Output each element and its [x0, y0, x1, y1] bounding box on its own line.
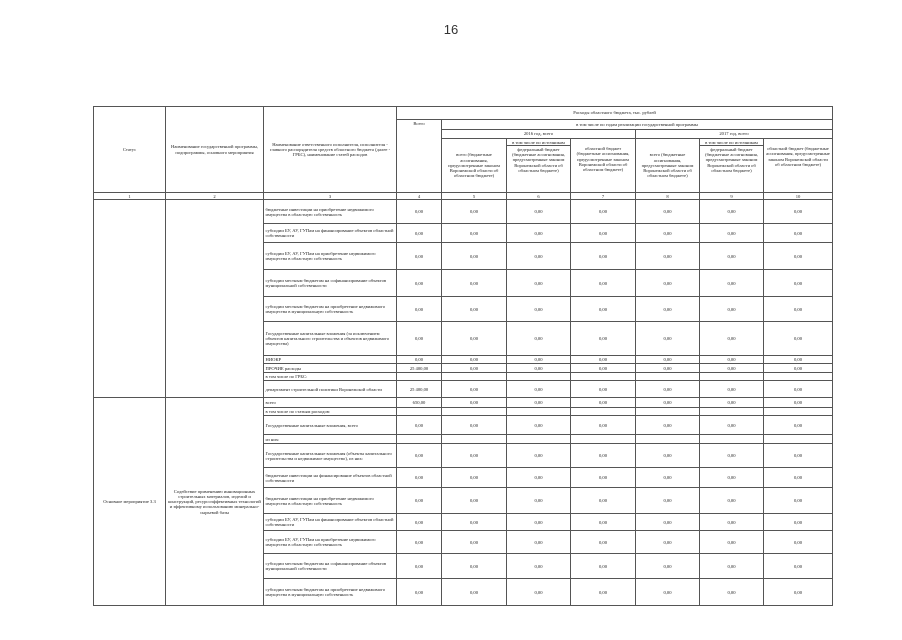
value-cell: 0,00	[507, 468, 571, 488]
header-year-2017: 2017 год, всего	[636, 130, 833, 139]
value-cell: 0,00	[700, 224, 764, 243]
value-cell	[442, 408, 507, 416]
value-cell: 0,00	[636, 200, 700, 224]
value-cell: 0,00	[764, 579, 833, 606]
value-cell	[442, 435, 507, 444]
value-cell: 0,00	[397, 270, 442, 297]
value-cell: 0,00	[507, 554, 571, 579]
expense-item-name: в том числе по статьям расходов:	[264, 408, 397, 416]
expense-item-name: субсидии местным бюджетам на софинансирование объектов муниципальной собственности	[264, 270, 397, 297]
value-cell	[636, 408, 700, 416]
value-cell: 0,00	[397, 200, 442, 224]
table-row	[94, 200, 833, 224]
value-cell: 0,00	[571, 468, 636, 488]
header-fed-2017	[700, 139, 764, 193]
value-cell: 0,00	[442, 444, 507, 468]
value-cell: 0,00	[442, 554, 507, 579]
value-cell: 0,00	[442, 322, 507, 356]
value-cell: 0,00	[442, 270, 507, 297]
expense-item-name: ПРОЧИЕ расходы	[264, 364, 397, 373]
expense-item-name: бюджетные инвестиции на приобретение недвижимого имущества в областную собственность	[264, 200, 397, 224]
value-cell: 0,00	[700, 488, 764, 514]
value-cell: 0,00	[397, 297, 442, 322]
value-cell: 0,00	[507, 579, 571, 606]
budget-table	[93, 106, 833, 606]
value-cell	[571, 435, 636, 444]
value-cell	[764, 435, 833, 444]
value-cell	[507, 408, 571, 416]
table-row	[94, 398, 833, 408]
header-executor: Наименование ответственного исполнителя, исполнителя - главного распорядителя средств областного бюджета (далее - ГРБС), наименование статей расходов	[264, 107, 397, 193]
value-cell: 0,00	[507, 243, 571, 270]
value-cell: 0,00	[571, 488, 636, 514]
value-cell: 0,00	[764, 224, 833, 243]
value-cell: 0,00	[700, 444, 764, 468]
value-cell	[571, 373, 636, 381]
value-cell: 0,00	[764, 322, 833, 356]
value-cell: 0,00	[700, 554, 764, 579]
value-cell: 0,00	[442, 243, 507, 270]
value-cell: 25 400,00	[397, 364, 442, 373]
value-cell: 0,00	[442, 579, 507, 606]
value-cell: 0,00	[571, 200, 636, 224]
header-fed-2016-text: федеральный бюджет (бюджетные ассигнования, предусмотренные законом Воронежской области об областном бюджете)	[512, 146, 565, 173]
column-number: 9	[700, 193, 764, 200]
value-cell: 0,00	[397, 444, 442, 468]
value-cell: 0,00	[571, 398, 636, 408]
value-cell: 0,00	[636, 531, 700, 554]
value-cell: 0,00	[397, 243, 442, 270]
value-cell: 0,00	[700, 270, 764, 297]
value-cell: 0,00	[764, 200, 833, 224]
value-cell: 0,00	[507, 297, 571, 322]
value-cell: 0,00	[764, 444, 833, 468]
value-cell: 0,00	[636, 297, 700, 322]
value-cell: 0,00	[636, 488, 700, 514]
expense-item-name: бюджетные инвестиции на приобретение недвижимого имущества в областную собственность	[264, 488, 397, 514]
value-cell: 0,00	[700, 243, 764, 270]
value-cell	[571, 408, 636, 416]
value-cell: 0,00	[571, 444, 636, 468]
value-cell: 0,00	[700, 531, 764, 554]
column-number: 10	[764, 193, 833, 200]
value-cell: 0,00	[507, 200, 571, 224]
value-cell: 0,00	[507, 356, 571, 364]
column-number: 8	[636, 193, 700, 200]
value-cell: 0,00	[764, 531, 833, 554]
expense-item-name: бюджетные инвестиции на финансирование объектов областной собственности	[264, 468, 397, 488]
value-cell: 0,00	[571, 531, 636, 554]
value-cell: 0,00	[507, 514, 571, 531]
value-cell: 0,00	[507, 322, 571, 356]
value-cell: 0,00	[397, 224, 442, 243]
value-cell: 0,00	[507, 488, 571, 514]
value-cell: 0,00	[442, 514, 507, 531]
value-cell: 0,00	[397, 531, 442, 554]
value-cell: 0,00	[571, 554, 636, 579]
header-reg-2017: областной бюджет (бюджетные ассигнования, предусмотренные законом Воронежской области об областном бюджете)	[764, 139, 833, 193]
program-cell-empty	[166, 200, 264, 398]
value-cell: 0,00	[764, 554, 833, 579]
value-cell: 0,00	[700, 356, 764, 364]
expense-item-name: субсидии БУ, АУ, ГУПам на финансирование объектов областной собственности	[264, 224, 397, 243]
value-cell: 0,00	[397, 514, 442, 531]
value-cell	[397, 435, 442, 444]
status-cell-empty	[94, 200, 166, 398]
value-cell: 0,00	[636, 514, 700, 531]
value-cell: 0,00	[636, 444, 700, 468]
column-number: 6	[507, 193, 571, 200]
value-cell	[764, 408, 833, 416]
value-cell: 0,00	[571, 224, 636, 243]
value-cell: 0,00	[507, 398, 571, 408]
value-cell: 0,00	[700, 297, 764, 322]
value-cell	[636, 435, 700, 444]
expense-item-name: всего	[264, 398, 397, 408]
page-number: 16	[443, 22, 459, 37]
value-cell: 0,00	[571, 297, 636, 322]
header-all-2016: всего (бюджетные ассигнования, предусмотренные законом Воронежской области об областном бюджете)	[442, 139, 507, 193]
value-cell: 0,00	[764, 243, 833, 270]
header-expenses: Расходы областного бюджета, тыс. рублей	[397, 107, 833, 120]
value-cell: 0,00	[700, 579, 764, 606]
value-cell: 0,00	[764, 468, 833, 488]
value-cell	[764, 373, 833, 381]
column-number: 2	[166, 193, 264, 200]
expense-item-name: субсидии местным бюджетам на приобретение недвижимого имущества в муниципальную собственность	[264, 297, 397, 322]
value-cell: 0,00	[764, 398, 833, 408]
header-by-years: в том числе по годам реализации государственной программы	[442, 120, 833, 130]
value-cell: 0,00	[764, 297, 833, 322]
expense-item-name: НИОКР	[264, 356, 397, 364]
value-cell: 0,00	[507, 381, 571, 398]
value-cell: 0,00	[636, 554, 700, 579]
value-cell: 0,00	[764, 356, 833, 364]
value-cell: 0,00	[442, 468, 507, 488]
header-sources-2017: в том числе по источникам	[700, 140, 763, 146]
column-number: 4	[397, 193, 442, 200]
value-cell	[507, 435, 571, 444]
value-cell: 0,00	[571, 364, 636, 373]
expense-item-name: Государственные капитальные вложения, всего	[264, 416, 397, 435]
value-cell: 0,00	[397, 579, 442, 606]
value-cell: 0,00	[636, 322, 700, 356]
expense-item-name: департамент строительной политики Воронежской области	[264, 381, 397, 398]
expense-item-name: из них:	[264, 435, 397, 444]
value-cell: 0,00	[636, 381, 700, 398]
expense-item-name: Государственные капитальные вложения (за исключением объектов капитального строительства и объектов недвижимого имущества)	[264, 322, 397, 356]
value-cell: 0,00	[700, 468, 764, 488]
value-cell	[700, 435, 764, 444]
value-cell: 0,00	[442, 488, 507, 514]
value-cell: 0,00	[636, 364, 700, 373]
column-number-row	[94, 193, 833, 200]
expense-item-name: субсидии БУ, АУ, ГУПам на приобретение недвижимого имущества в областную собственность	[264, 243, 397, 270]
value-cell	[397, 373, 442, 381]
value-cell: 0,00	[507, 444, 571, 468]
value-cell: 25 400,00	[397, 381, 442, 398]
value-cell: 0,00	[571, 514, 636, 531]
expense-item-name: субсидии местным бюджетам на приобретение недвижимого имущества в муниципальную собственность	[264, 579, 397, 606]
value-cell: 0,00	[442, 381, 507, 398]
value-cell: 0,00	[764, 270, 833, 297]
value-cell: 0,00	[507, 364, 571, 373]
value-cell: 0,00	[636, 243, 700, 270]
value-cell: 0,00	[571, 356, 636, 364]
value-cell: 0,00	[507, 224, 571, 243]
value-cell: 0,00	[700, 381, 764, 398]
header-program: Наименование государственной программы, подпрограммы, основного мероприятия	[166, 107, 264, 193]
value-cell: 0,00	[571, 416, 636, 435]
value-cell: 0,00	[507, 270, 571, 297]
column-number: 3	[264, 193, 397, 200]
value-cell: 0,00	[442, 224, 507, 243]
value-cell: 0,00	[571, 579, 636, 606]
value-cell: 0,00	[507, 531, 571, 554]
value-cell: 0,00	[636, 398, 700, 408]
header-all-2017: всего (бюджетные ассигнования, предусмотренные законом Воронежской области об областном бюджете)	[636, 139, 700, 193]
value-cell: 0,00	[571, 243, 636, 270]
value-cell	[442, 373, 507, 381]
value-cell: 0,00	[571, 322, 636, 356]
value-cell	[700, 408, 764, 416]
column-number: 1	[94, 193, 166, 200]
value-cell: 0,00	[442, 356, 507, 364]
program-cell: Содействие применению инновационных строительных материалов, изделий и конструкций, ресурсоэффективных технологий и эффективному использованию минерально-сырьевой базы	[166, 398, 264, 606]
header-year-2016: 2016 год, всего	[442, 130, 636, 139]
value-cell: 0,00	[442, 297, 507, 322]
expense-item-name: в том числе по ГРБС:	[264, 373, 397, 381]
header-status: Статус	[94, 107, 166, 193]
header-total: Всего	[397, 120, 442, 193]
value-cell: 0,00	[700, 514, 764, 531]
expense-item-name: субсидии БУ, АУ, ГУПам на приобретение недвижимого имущества в областную собственность	[264, 531, 397, 554]
value-cell: 0,00	[397, 488, 442, 514]
value-cell: 0,00	[442, 200, 507, 224]
column-number: 5	[442, 193, 507, 200]
value-cell	[700, 373, 764, 381]
value-cell: 0,00	[571, 381, 636, 398]
value-cell: 0,00	[764, 364, 833, 373]
value-cell: 0,00	[397, 416, 442, 435]
column-number: 7	[571, 193, 636, 200]
value-cell: 0,00	[764, 514, 833, 531]
value-cell: 0,00	[700, 322, 764, 356]
expense-item-name: Государственные капитальные вложения (объекты капитального строительства и недвижимое имущество), из них:	[264, 444, 397, 468]
value-cell: 0,00	[397, 468, 442, 488]
value-cell: 0,00	[442, 416, 507, 435]
value-cell: 0,00	[397, 322, 442, 356]
value-cell: 0,00	[700, 398, 764, 408]
value-cell: 0,00	[700, 364, 764, 373]
value-cell: 0,00	[700, 416, 764, 435]
header-reg-2016: областной бюджет (бюджетные ассигнования, предусмотренные законом Воронежской области об областном бюджете)	[571, 139, 636, 193]
expense-item-name: субсидии местным бюджетам на софинансирование объектов муниципальной собственности	[264, 554, 397, 579]
value-cell: 0,00	[442, 398, 507, 408]
value-cell	[397, 408, 442, 416]
value-cell: 0,00	[397, 554, 442, 579]
header-sources-2016: в том числе по источникам	[507, 140, 570, 146]
value-cell: 0,00	[636, 468, 700, 488]
value-cell: 0,00	[636, 579, 700, 606]
value-cell: 0,00	[507, 416, 571, 435]
value-cell: 0,00	[442, 364, 507, 373]
value-cell: 0,00	[636, 224, 700, 243]
expense-item-name: субсидии БУ, АУ, ГУПам на финансирование объектов областной собственности	[264, 514, 397, 531]
value-cell: 0,00	[636, 356, 700, 364]
header-fed-2016	[507, 139, 571, 193]
status-cell: Основное мероприятие 3.3	[94, 398, 166, 606]
value-cell: 0,00	[700, 200, 764, 224]
value-cell: 0,00	[397, 356, 442, 364]
value-cell: 0,00	[571, 270, 636, 297]
value-cell: 650,00	[397, 398, 442, 408]
header-fed-2017-text: федеральный бюджет (бюджетные ассигнования, предусмотренные законом Воронежской области об областном бюджете)	[705, 146, 758, 173]
value-cell: 0,00	[764, 488, 833, 514]
value-cell	[507, 373, 571, 381]
value-cell: 0,00	[764, 416, 833, 435]
value-cell: 0,00	[764, 381, 833, 398]
value-cell: 0,00	[636, 270, 700, 297]
value-cell: 0,00	[442, 531, 507, 554]
value-cell: 0,00	[636, 416, 700, 435]
value-cell	[636, 373, 700, 381]
